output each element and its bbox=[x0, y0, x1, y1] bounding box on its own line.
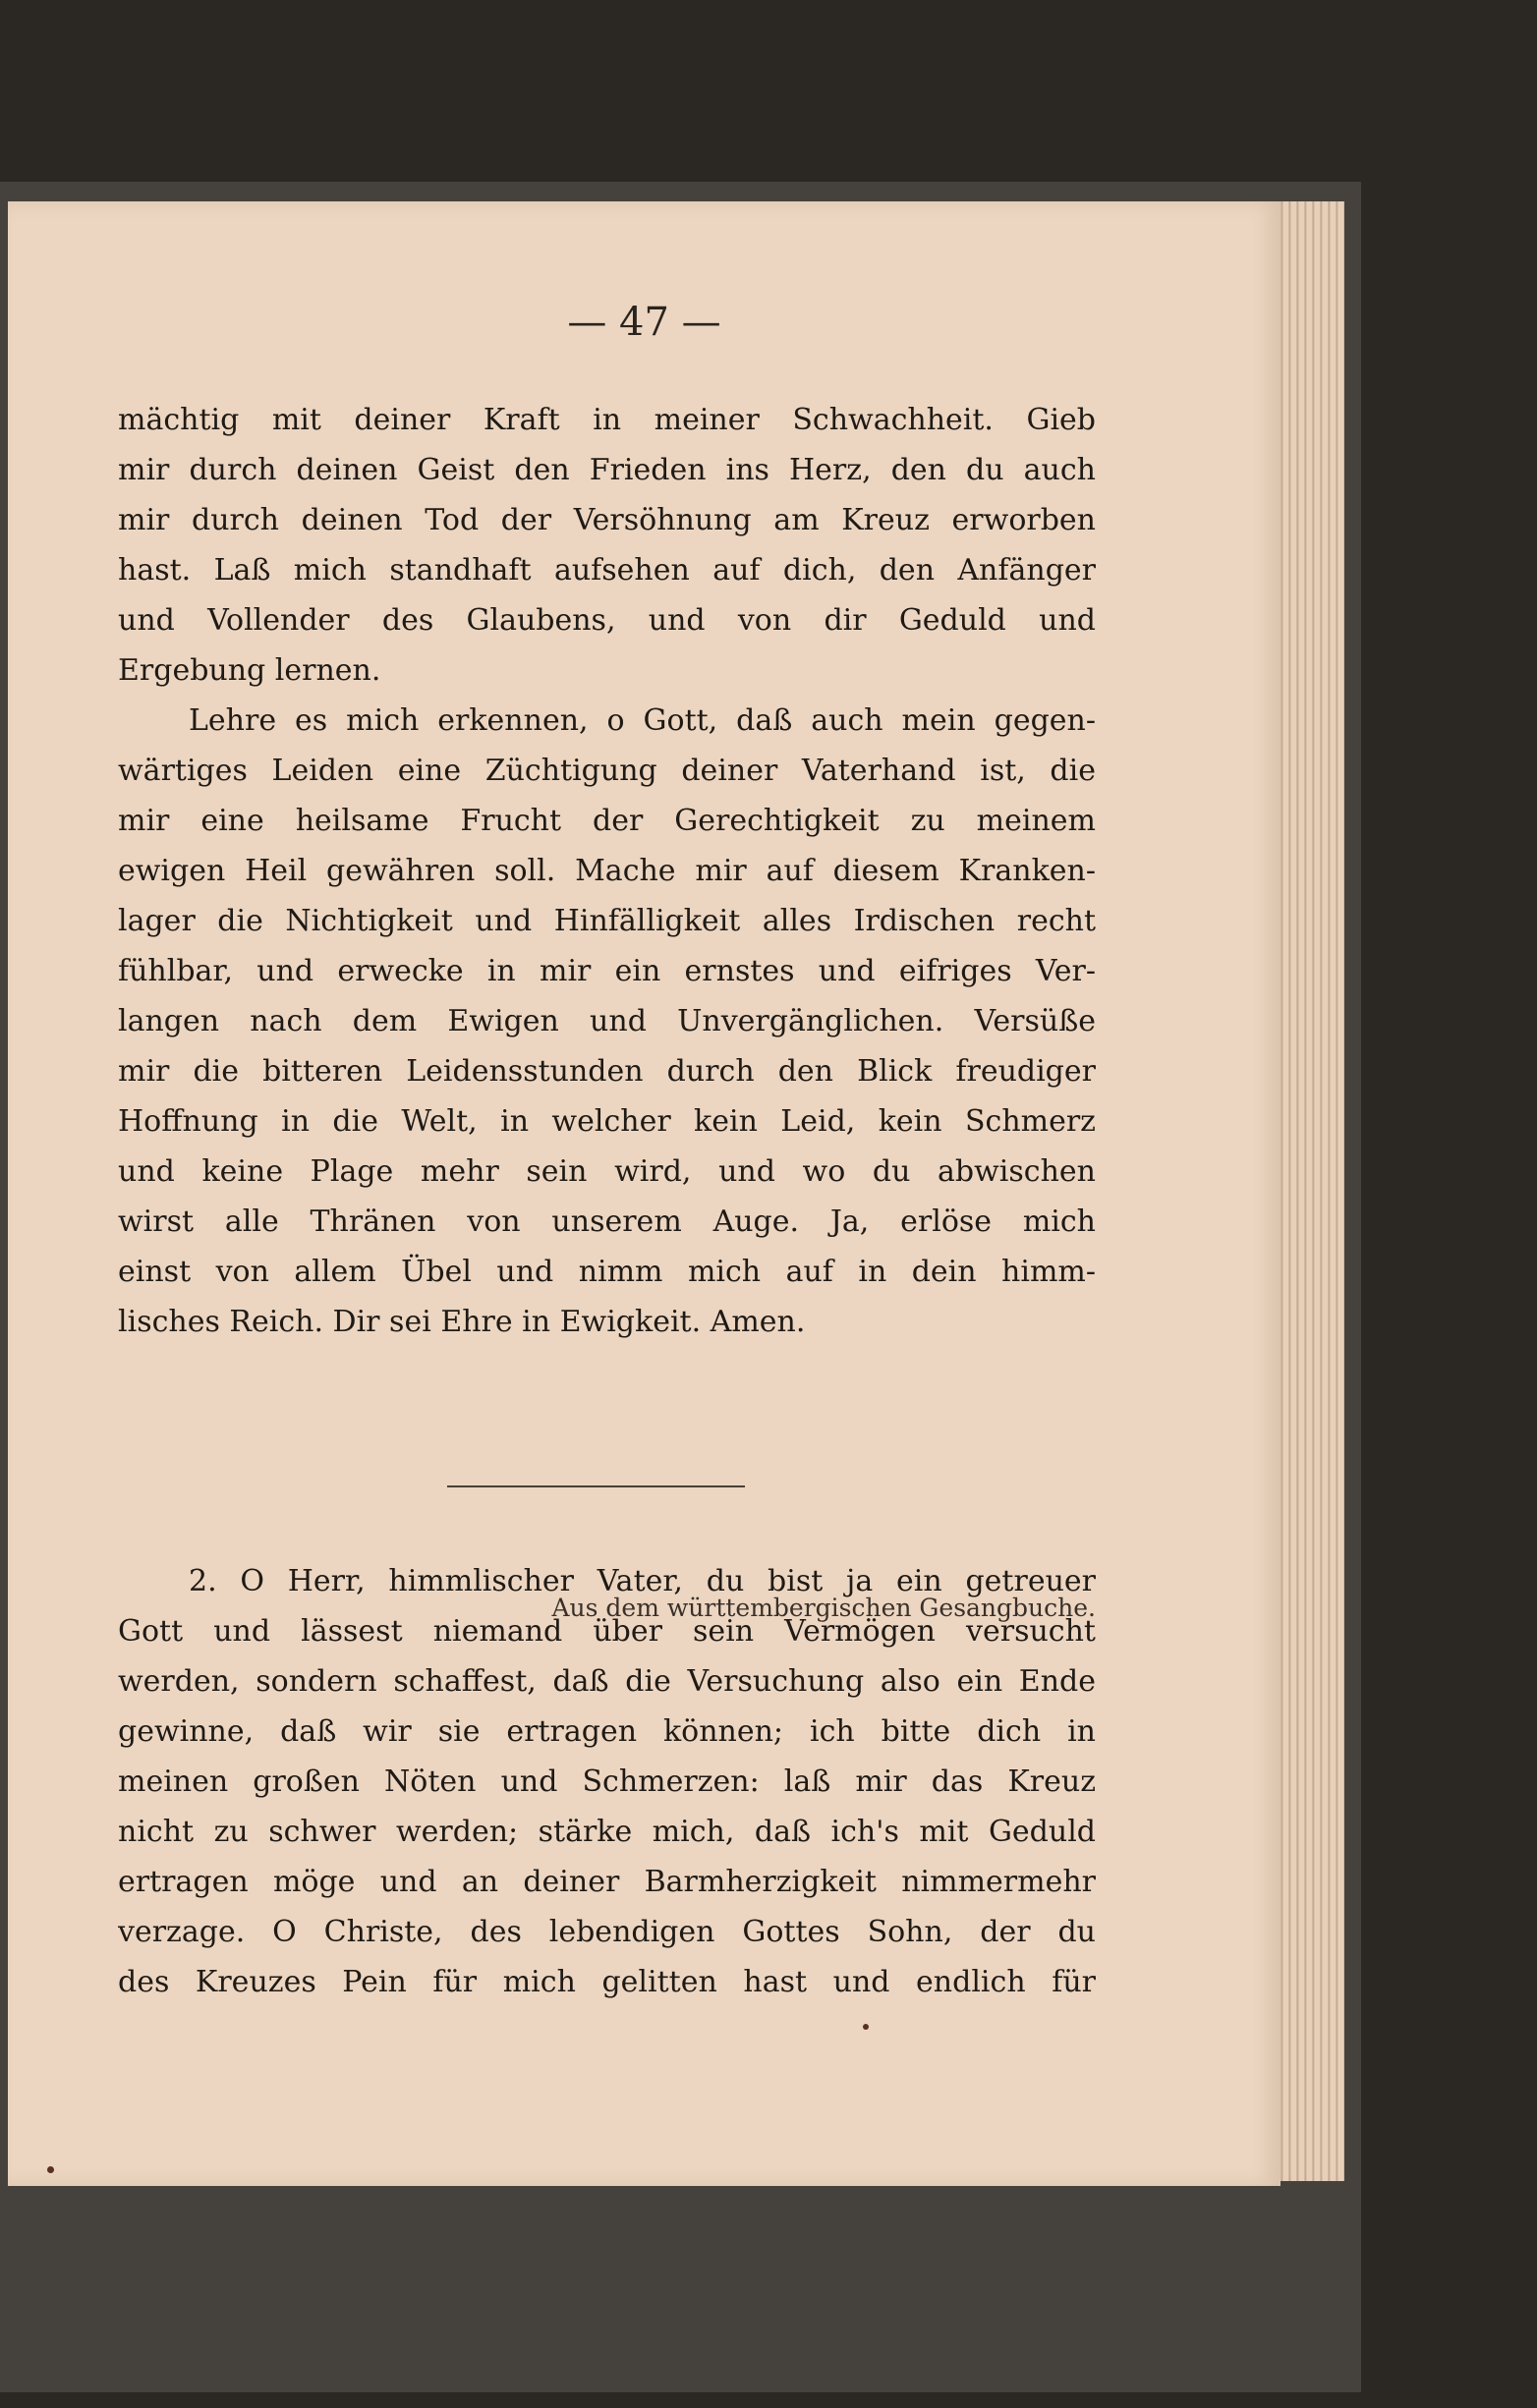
text-line: nicht zu schwer werden; stärke mich, daß ich's mit Geduld bbox=[118, 1815, 1096, 1849]
text-line: ertragen möge und an deiner Barmherzigkeit nimmermehr bbox=[118, 1865, 1096, 1899]
ink-speck bbox=[47, 2166, 54, 2173]
text-line: mir durch deinen Geist den Frieden ins Herz, den du auch bbox=[118, 453, 1096, 487]
text-line: Lehre es mich erkennen, o Gott, daß auch mein gegen- bbox=[189, 703, 1096, 738]
text-line: meinen großen Nöten und Schmerzen: laß mir das Kreuz bbox=[118, 1764, 1096, 1799]
text-line: mir eine heilsame Frucht der Gerechtigkeit zu meinem bbox=[118, 804, 1096, 838]
text-line: des Kreuzes Pein für mich gelitten hast und endlich für bbox=[118, 1965, 1096, 1999]
text-line: hast. Laß mich standhaft aufsehen auf dich, den Anfänger bbox=[118, 553, 1096, 588]
text-line: lager die Nichtigkeit und Hinfälligkeit alles Irdischen recht bbox=[118, 904, 1096, 938]
text-line: ewigen Heil gewähren soll. Mache mir auf diesem Kranken- bbox=[118, 854, 1096, 888]
text-line: 2. O Herr, himmlischer Vater, du bist ja ein getreuer bbox=[189, 1564, 1096, 1598]
page-number: — 47 — bbox=[567, 300, 721, 345]
text-line: mir durch deinen Tod der Versöhnung am Kreuz erworben bbox=[118, 503, 1096, 537]
prayer-2 bbox=[118, 1556, 1096, 2007]
text-line: verzage. O Christe, des lebendigen Gottes Sohn, der du bbox=[118, 1915, 1096, 1949]
text-line: wirst alle Thränen von unserem Auge. Ja, erlöse mich bbox=[118, 1204, 1096, 1239]
book-page bbox=[8, 201, 1281, 2186]
text-line: gewinne, daß wir sie ertragen können; ich bitte dich in bbox=[118, 1714, 1096, 1749]
text-line: Ergebung lernen. bbox=[118, 653, 381, 688]
text-line: fühlbar, und erwecke in mir ein ernstes und eifriges Ver- bbox=[118, 954, 1096, 988]
text-line: einst von allem Übel und nimm mich auf in dein himm- bbox=[118, 1255, 1096, 1289]
text-line: mir die bitteren Leidensstunden durch den Blick freudiger bbox=[118, 1054, 1096, 1089]
text-line: und Vollender des Glaubens, und von dir Geduld und bbox=[118, 603, 1096, 638]
text-line: mächtig mit deiner Kraft in meiner Schwachheit. Gieb bbox=[118, 403, 1096, 437]
ink-speck bbox=[863, 2024, 869, 2030]
text-line: werden, sondern schaffest, daß die Versuchung also ein Ende bbox=[118, 1664, 1096, 1699]
text-line: Gott und lässest niemand über sein Vermögen versucht bbox=[118, 1614, 1096, 1649]
text-line: lisches Reich. Dir sei Ehre in Ewigkeit. Amen. bbox=[118, 1305, 806, 1339]
text-line: langen nach dem Ewigen und Unvergänglichen. Versüße bbox=[118, 1004, 1096, 1038]
text-line: Hoffnung in die Welt, in welcher kein Leid, kein Schmerz bbox=[118, 1104, 1096, 1139]
text-line: und keine Plage mehr sein wird, und wo du abwischen bbox=[118, 1154, 1096, 1189]
source-attribution: Aus dem württembergischen Gesangbuche. bbox=[551, 1594, 1096, 1622]
section-divider bbox=[447, 1485, 745, 1487]
text-line: wärtiges Leiden eine Züchtigung deiner Vaterhand ist, die bbox=[118, 754, 1096, 788]
